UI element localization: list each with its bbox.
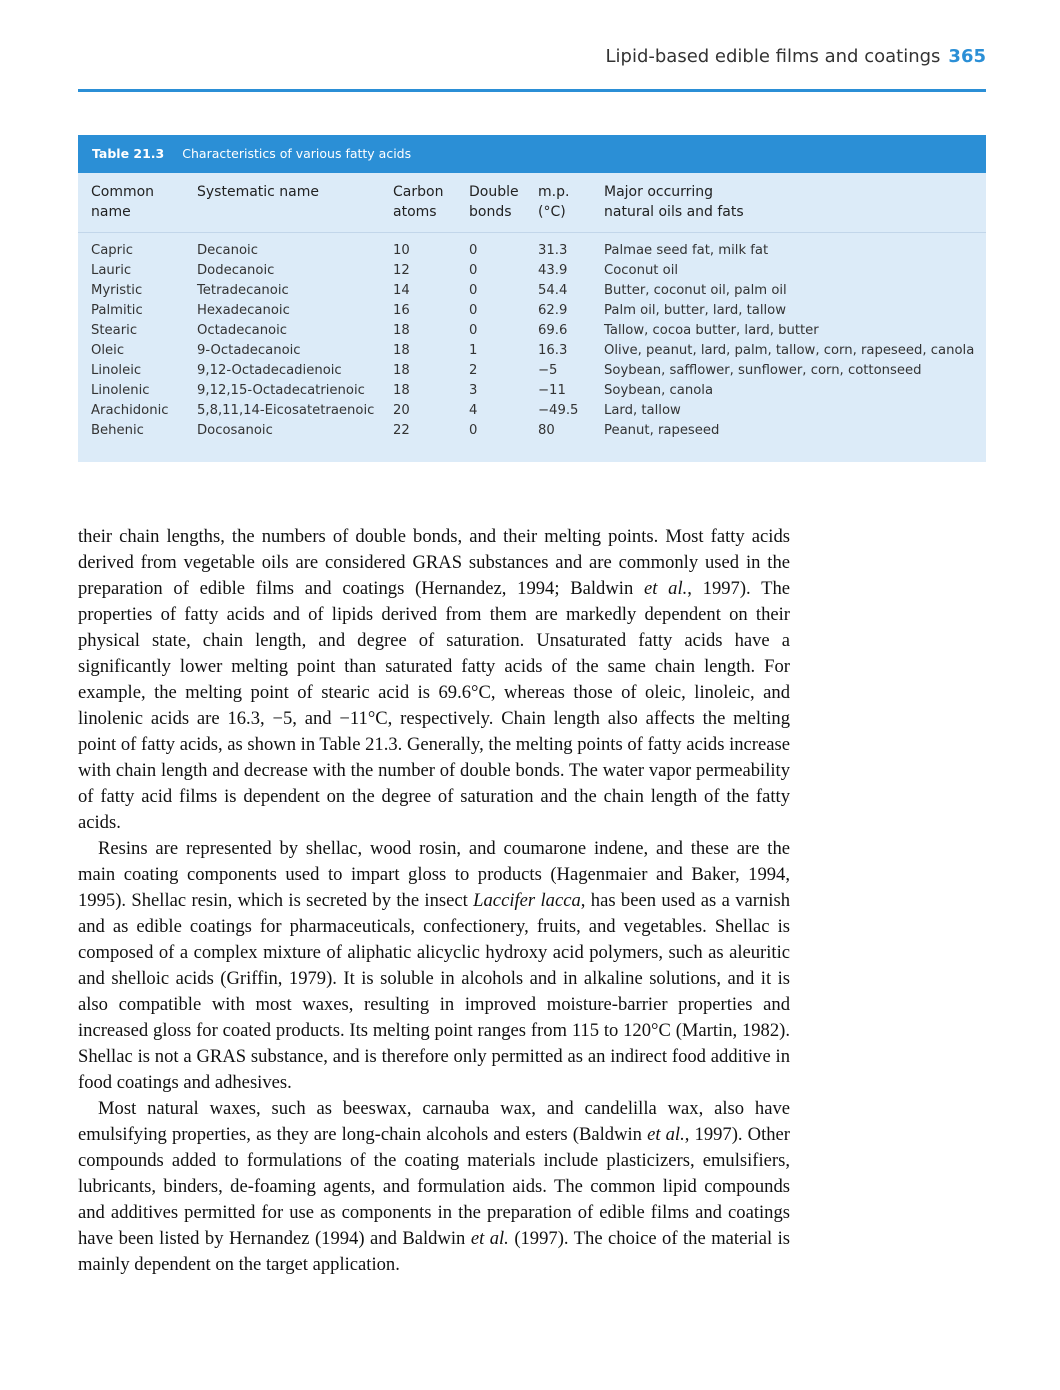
table-21-3 <box>78 135 986 462</box>
table-row: Capric Decanoic 10 0 31.3 Palmae seed fat, milk fat <box>91 243 769 258</box>
table-row: Palmitic Hexadecanoic 16 0 62.9 Palm oil, butter, lard, tallow <box>91 303 787 318</box>
table-row: Myristic Tetradecanoic 14 0 54.4 Butter, coconut oil, palm oil <box>91 283 787 298</box>
table-row: Stearic Octadecanoic 18 0 69.6 Tallow, cocoa butter, lard, butter <box>91 323 819 338</box>
col-header-systematic-name: Systematic name <box>197 184 320 200</box>
col-header-carbon-atoms: Carbon atoms <box>393 184 444 220</box>
paragraph-waxes: Most natural waxes, such as beeswax, carnauba wax, and candelilla wax, also have emulsifying properties, as they are long-chain alcohols and esters (Baldwin et al., 1997). Other compounds added to formulations of the coating materials include plasticizers, emulsifiers, lubricants, binders, de-foaming agents, and formulation aids. The common lipid compounds and additives permitted for use as components in the preparation of edible films and coatings have been listed by Hernandez (1994) and Baldwin et al. (1997). The choice of the material is mainly dependent on the target application. <box>78 1098 791 1275</box>
table-row: Lauric Dodecanoic 12 0 43.9 Coconut oil <box>91 263 679 278</box>
col-header-common-name: Common name <box>91 184 155 220</box>
running-title: Lipid-based edible films and coatings <box>605 46 941 67</box>
running-header <box>78 46 986 76</box>
paragraph-resins: Resins are represented by shellac, wood rosin, and coumarone indene, and these are the main coating components used to impart gloss to products (Hagenmaier and Baker, 1994, 1995). Shellac resin, which is secreted by the insect Laccifer lacca, has been used as a varnish and as edible coatings for pharmaceuticals, confectionery, fruits, and vegetables. Shellac is composed of a complex mixture of aliphatic alicyclic hydroxy acid polymers, such as aleuritic and shelloic acids (Griffin, 1979). It is soluble in alcohols and in alkaline solutions, and it is also compatible with most waxes, resulting in improved moisture-barrier properties and increased gloss for coated products. Its melting point ranges from 115 to 120°C (Martin, 1982). Shellac is not a GRAS substance, and is therefore only permitted as an indirect food additive in food coatings and adhesives. <box>78 838 790 1093</box>
header-rule <box>78 89 986 92</box>
fatty-acid-table <box>78 179 986 441</box>
col-header-natural-sources: Major occurring natural oils and fats <box>604 184 744 220</box>
table-row: Oleic 9-Octadecanoic 18 1 16.3 Olive, peanut, lard, palm, tallow, corn, rapeseed, canola <box>91 343 975 358</box>
table-row: Behenic Docosanoic 22 0 80 Peanut, rapeseed <box>91 423 720 438</box>
page-number: 365 <box>948 46 986 67</box>
table-header-row <box>78 179 986 233</box>
col-header-double-bonds: Double bonds <box>469 184 519 220</box>
col-header-melting-point: m.p. (°C) <box>538 184 570 220</box>
table-caption: Characteristics of various fatty acids <box>182 146 412 161</box>
table-label: Table 21.3 <box>92 146 165 161</box>
paragraph-fatty-acids: their chain lengths, the numbers of double bonds, and their melting points. Most fatty acids derived from vegetable oils are considered GRAS substances and are commonly used in the preparation of edible films and coatings (Hernandez, 1994; Baldwin et al., 1997). The properties of fatty acids and of lipids derived from them are markedly dependent on their physical state, chain length, and degree of saturation. Unsaturated fatty acids have a significantly lower melting point than saturated fatty acids of the same chain length. For example, the melting point of stearic acid is 69.6°C, whereas those of oleic, linoleic, and linolenic acids are 16.3, −5, and −11°C, respectively. Chain length also affects the melting point of fatty acids, as shown in Table 21.3. Generally, the melting points of fatty acids increase with chain length and decrease with the number of double bonds. The water vapor permeability of fatty acid films is dependent on the degree of saturation and the chain length of the fatty acids. <box>78 526 790 833</box>
table-caption-bar <box>78 135 986 173</box>
table-row: Arachidonic 5,8,11,14-Eicosatetraenoic 20 4 −49.5 Lard, tallow <box>91 403 681 418</box>
table-row: Linoleic 9,12-Octadecadienoic 18 2 −5 Soybean, safflower, sunflower, corn, cottonseed <box>91 363 922 378</box>
body-text <box>78 524 790 1278</box>
table-row: Linolenic 9,12,15-Octadecatrienoic 18 3 −11 Soybean, canola <box>91 383 714 398</box>
